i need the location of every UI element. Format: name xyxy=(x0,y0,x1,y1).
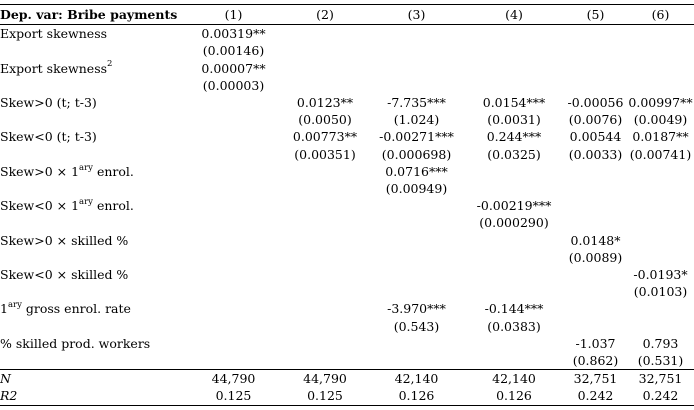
coefficient-cell: -0.144*** xyxy=(484,301,544,317)
standard-error-row xyxy=(0,249,694,266)
regression-table xyxy=(0,4,694,406)
coefficient-cell xyxy=(464,163,564,180)
standard-error-cell: (0.0383) xyxy=(487,318,541,334)
row-label: Skew<0 (t; t-3) xyxy=(0,129,97,145)
standard-error-cell xyxy=(186,111,281,128)
coefficient-cell xyxy=(464,335,564,352)
standard-error-cell: (0.00949) xyxy=(385,181,448,197)
row-label-text: Skew>0 × 1 xyxy=(0,163,80,179)
coefficient-cell: 0.00007** xyxy=(201,60,266,76)
coefficient-cell xyxy=(627,232,694,249)
standard-error-cell xyxy=(186,180,281,197)
standard-error-cell xyxy=(186,214,281,231)
row-label-empty xyxy=(0,318,186,335)
row-label-text: Skew<0 × 1 xyxy=(0,198,80,214)
standard-error-row xyxy=(0,77,694,94)
row-label: % skilled prod. workers xyxy=(0,335,151,351)
statistic-value: 44,790 xyxy=(186,370,281,388)
coefficient-cell xyxy=(186,266,281,283)
standard-error-cell xyxy=(369,249,464,266)
standard-error-cell xyxy=(464,180,564,197)
standard-error-cell: (0.0076) xyxy=(568,112,623,128)
coefficient-row xyxy=(0,197,694,214)
coefficient-cell: 0.0716*** xyxy=(385,163,448,179)
statistic-value: 32,751 xyxy=(627,370,694,388)
standard-error-cell: (0.0049) xyxy=(633,112,688,128)
coefficient-cell: -3.970*** xyxy=(387,301,446,317)
row-label: Skew>0 × skilled % xyxy=(0,232,129,248)
standard-error-cell xyxy=(464,42,564,59)
row-label xyxy=(0,197,186,214)
statistic-value: 32,751 xyxy=(564,370,627,388)
coefficient-row xyxy=(0,60,694,77)
coefficient-cell xyxy=(281,232,369,249)
coefficient-cell xyxy=(464,232,564,249)
coefficient-cell: 0.244*** xyxy=(486,129,542,145)
coefficient-cell: 0.0148* xyxy=(570,232,621,248)
standard-error-cell xyxy=(564,77,627,94)
row-label-superscript: ary xyxy=(79,162,93,173)
coefficient-cell xyxy=(186,335,281,352)
standard-error-cell xyxy=(564,214,627,231)
coefficient-cell xyxy=(186,128,281,145)
standard-error-cell xyxy=(464,352,564,370)
coefficient-row xyxy=(0,232,694,249)
column-header: (6) xyxy=(651,7,670,22)
coefficient-cell: 0.793 xyxy=(642,335,679,351)
row-label-empty xyxy=(0,42,186,59)
coefficient-cell xyxy=(186,300,281,317)
standard-error-row xyxy=(0,318,694,335)
standard-error-cell xyxy=(281,283,369,300)
row-label-superscript: ary xyxy=(7,300,22,311)
standard-error-cell: (0.531) xyxy=(637,353,684,369)
coefficient-cell xyxy=(281,300,369,317)
coefficient-cell xyxy=(369,266,464,283)
statistic-value: 0.126 xyxy=(464,387,564,405)
coefficient-cell: 0.0123** xyxy=(296,95,354,111)
coefficient-cell: 0.0154*** xyxy=(482,95,546,111)
standard-error-cell xyxy=(564,180,627,197)
standard-error-cell xyxy=(281,318,369,335)
standard-error-cell xyxy=(369,214,464,231)
standard-error-cell: (0.000290) xyxy=(479,215,549,231)
column-header: (5) xyxy=(586,7,605,22)
coefficient-cell xyxy=(281,163,369,180)
coefficient-cell xyxy=(281,25,369,43)
standard-error-cell xyxy=(627,180,694,197)
standard-error-cell xyxy=(564,318,627,335)
statistic-value: 44,790 xyxy=(281,370,369,388)
coefficient-cell xyxy=(186,232,281,249)
statistic-value: 0.125 xyxy=(186,387,281,405)
coefficient-cell xyxy=(627,163,694,180)
standard-error-cell xyxy=(281,249,369,266)
standard-error-cell xyxy=(369,283,464,300)
coefficient-cell xyxy=(564,300,627,317)
coefficient-cell xyxy=(281,60,369,77)
standard-error-cell: (0.000698) xyxy=(381,146,452,162)
row-label xyxy=(0,300,186,317)
standard-error-cell xyxy=(564,283,627,300)
standard-error-cell xyxy=(186,318,281,335)
statistic-value: 0.125 xyxy=(281,387,369,405)
standard-error-cell xyxy=(627,318,694,335)
coefficient-row xyxy=(0,300,694,317)
standard-error-cell xyxy=(186,146,281,163)
standard-error-cell xyxy=(186,283,281,300)
coefficient-cell xyxy=(186,163,281,180)
standard-error-row xyxy=(0,214,694,231)
standard-error-cell xyxy=(464,283,564,300)
standard-error-row xyxy=(0,180,694,197)
coefficient-cell: 0.00544 xyxy=(569,129,622,145)
row-label xyxy=(0,163,186,180)
standard-error-cell: (0.0089) xyxy=(568,249,623,265)
standard-error-cell xyxy=(281,214,369,231)
standard-error-cell: (0.0031) xyxy=(487,112,541,128)
coefficient-cell xyxy=(464,25,564,43)
standard-error-cell xyxy=(186,352,281,370)
standard-error-cell xyxy=(186,249,281,266)
row-label-superscript: 2 xyxy=(107,59,113,70)
dependent-variable-label: Dep. var: Bribe payments xyxy=(0,7,178,22)
standard-error-cell xyxy=(369,42,464,59)
row-label: Skew>0 (t; t-3) xyxy=(0,95,97,111)
statistic-value: 42,140 xyxy=(369,370,464,388)
row-label-empty xyxy=(0,352,186,370)
standard-error-cell: (0.00003) xyxy=(202,77,265,93)
row-label-empty xyxy=(0,77,186,94)
coefficient-cell xyxy=(564,197,627,214)
standard-error-cell xyxy=(281,352,369,370)
coefficient-cell xyxy=(464,60,564,77)
column-header: (3) xyxy=(407,7,426,22)
coefficient-row xyxy=(0,128,694,145)
statistic-value: 0.242 xyxy=(627,387,694,405)
coefficient-cell: 0.00773** xyxy=(292,129,358,145)
coefficient-cell: -1.037 xyxy=(575,335,616,351)
coefficient-cell xyxy=(186,197,281,214)
column-header: (2) xyxy=(316,7,334,22)
standard-error-row xyxy=(0,352,694,370)
row-label-empty xyxy=(0,249,186,266)
coefficient-cell xyxy=(369,60,464,77)
row-label-superscript: ary xyxy=(79,197,93,208)
standard-error-cell xyxy=(627,77,694,94)
coefficient-cell xyxy=(627,197,694,214)
row-label-empty xyxy=(0,180,186,197)
coefficient-cell: 0.00997** xyxy=(628,95,693,111)
standard-error-cell: (0.0103) xyxy=(633,284,688,300)
statistic-value: 42,140 xyxy=(464,370,564,388)
standard-error-cell xyxy=(564,42,627,59)
coefficient-cell: 0.00319** xyxy=(201,26,266,42)
statistics-row xyxy=(0,370,694,388)
coefficient-cell xyxy=(369,25,464,43)
standard-error-cell xyxy=(627,214,694,231)
coefficient-cell xyxy=(627,25,694,43)
coefficient-cell: -0.00219*** xyxy=(476,198,552,214)
coefficient-cell: -0.0193* xyxy=(633,267,688,283)
coefficient-cell xyxy=(281,197,369,214)
standard-error-cell: (0.0325) xyxy=(487,146,541,162)
statistics-row xyxy=(0,387,694,405)
coefficient-cell: -0.00056 xyxy=(567,95,624,111)
standard-error-cell xyxy=(627,42,694,59)
row-label-suffix: enrol. xyxy=(92,198,134,214)
row-label-text: 1 xyxy=(0,301,8,317)
standard-error-cell xyxy=(281,42,369,59)
coefficient-cell: -7.735*** xyxy=(387,95,446,111)
statistic-label: N xyxy=(0,370,186,388)
statistic-value: 0.242 xyxy=(564,387,627,405)
standard-error-cell: (0.00351) xyxy=(294,146,356,162)
coefficient-cell xyxy=(369,232,464,249)
standard-error-cell: (0.0033) xyxy=(568,146,623,162)
standard-error-cell: (0.00146) xyxy=(202,43,265,59)
coefficient-cell: 0.0187** xyxy=(632,129,689,145)
coefficient-row xyxy=(0,335,694,352)
row-label: Export skewness xyxy=(0,26,108,42)
coefficient-cell xyxy=(281,335,369,352)
column-header: (4) xyxy=(505,7,523,22)
coefficient-cell: -0.00271*** xyxy=(379,129,454,145)
standard-error-row xyxy=(0,42,694,59)
coefficient-cell xyxy=(369,335,464,352)
coefficient-row xyxy=(0,266,694,283)
row-label-text: Export skewness xyxy=(0,60,108,76)
column-header: (1) xyxy=(224,7,243,22)
standard-error-cell xyxy=(464,77,564,94)
standard-error-cell xyxy=(369,352,464,370)
coefficient-row xyxy=(0,163,694,180)
row-label-empty xyxy=(0,111,186,128)
standard-error-cell xyxy=(281,77,369,94)
coefficient-cell xyxy=(564,60,627,77)
coefficient-cell xyxy=(627,300,694,317)
statistic-label: R2 xyxy=(0,387,186,405)
row-label: Skew<0 × skilled % xyxy=(0,267,129,283)
standard-error-row xyxy=(0,111,694,128)
row-label-empty xyxy=(0,283,186,300)
coefficient-row xyxy=(0,94,694,111)
coefficient-cell xyxy=(564,25,627,43)
standard-error-row xyxy=(0,283,694,300)
coefficient-cell xyxy=(281,266,369,283)
table-body xyxy=(0,25,694,405)
row-label-empty xyxy=(0,146,186,163)
statistic-value: 0.126 xyxy=(369,387,464,405)
standard-error-cell: (1.024) xyxy=(393,112,440,128)
standard-error-cell xyxy=(281,180,369,197)
standard-error-cell: (0.862) xyxy=(572,353,619,369)
standard-error-cell xyxy=(369,77,464,94)
coefficient-cell xyxy=(464,266,564,283)
row-label-empty xyxy=(0,214,186,231)
coefficient-cell xyxy=(564,266,627,283)
coefficient-cell xyxy=(564,163,627,180)
standard-error-cell xyxy=(464,249,564,266)
coefficient-cell xyxy=(186,94,281,111)
standard-error-cell: (0.543) xyxy=(393,318,440,334)
coefficient-row xyxy=(0,25,694,43)
row-label-suffix: enrol. xyxy=(92,163,134,179)
standard-error-row xyxy=(0,146,694,163)
row-label-suffix: gross enrol. rate xyxy=(21,301,131,317)
standard-error-cell: (0.00741) xyxy=(629,146,692,162)
standard-error-cell: (0.0050) xyxy=(298,112,352,128)
header-row xyxy=(0,5,694,25)
row-label xyxy=(0,60,186,77)
coefficient-cell xyxy=(369,197,464,214)
standard-error-cell xyxy=(627,249,694,266)
coefficient-cell xyxy=(627,60,694,77)
